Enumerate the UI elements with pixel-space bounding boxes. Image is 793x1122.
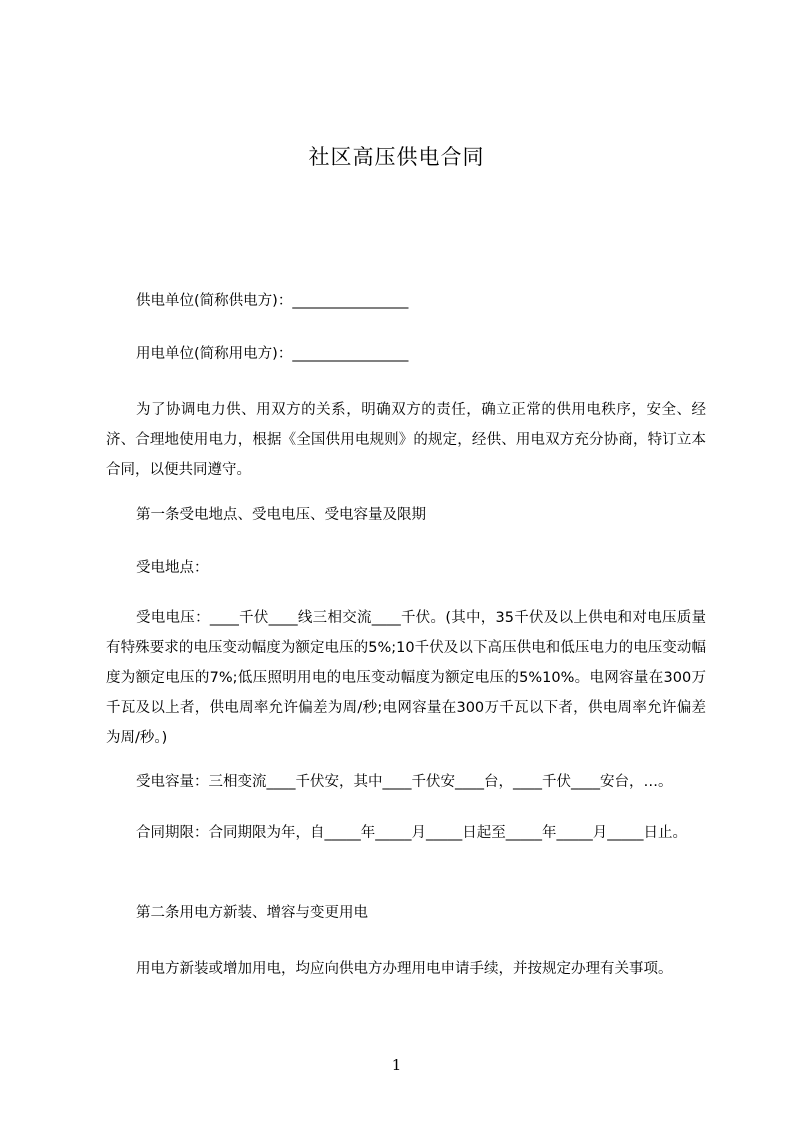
user-line: 用电单位(简称用电方)：________________	[136, 346, 409, 362]
supplier-line: 供电单位(简称供电方)：________________	[136, 293, 409, 309]
page-number: 1	[391, 1056, 402, 1074]
article-1-heading: 第一条受电地点、受电电压、受电容量及限期	[136, 507, 426, 523]
term-paragraph: 合同期限：合同期限为年，自_____年_____月_____日起至_____年_____月_____日止。	[136, 825, 687, 841]
article-2-heading: 第二条用电方新装、增容与变更用电	[136, 905, 368, 921]
voltage-paragraph: 受电电压：____千伏____线三相交流____千伏。(其中，35千伏及以上供电和对电压质量有特殊要求的电压变动幅度为额定电压的5%;10千伏及以下高压供电和低压电力的电压变动幅度为额定电压的7%;低压照明用电的电压变动幅度为额定电压的5%10%。电网容量在300万千瓦及以上者，供电周率允许偏差为周/秒;电网容量在300万千瓦以下者，供电周率允许偏差为周/秒。)	[106, 610, 706, 746]
location-line: 受电地点：	[136, 560, 209, 576]
document-title: 社区高压供电合同	[308, 145, 485, 169]
article-2-paragraph: 用电方新装或增加用电，均应向供电方办理用电申请手续，并按规定办理有关事项。	[136, 961, 673, 977]
capacity-paragraph: 受电容量：三相变流____千伏安，其中____千伏安____台，____千伏____安台，…。	[136, 774, 673, 790]
intro-paragraph: 为了协调电力供、用双方的关系，明确双方的责任，确立正常的供用电秩序，安全、经济、合理地使用电力，根据《全国供用电规则》的规定，经供、用电双方充分协商，特订立本合同，以便共同遵守。	[106, 402, 706, 478]
